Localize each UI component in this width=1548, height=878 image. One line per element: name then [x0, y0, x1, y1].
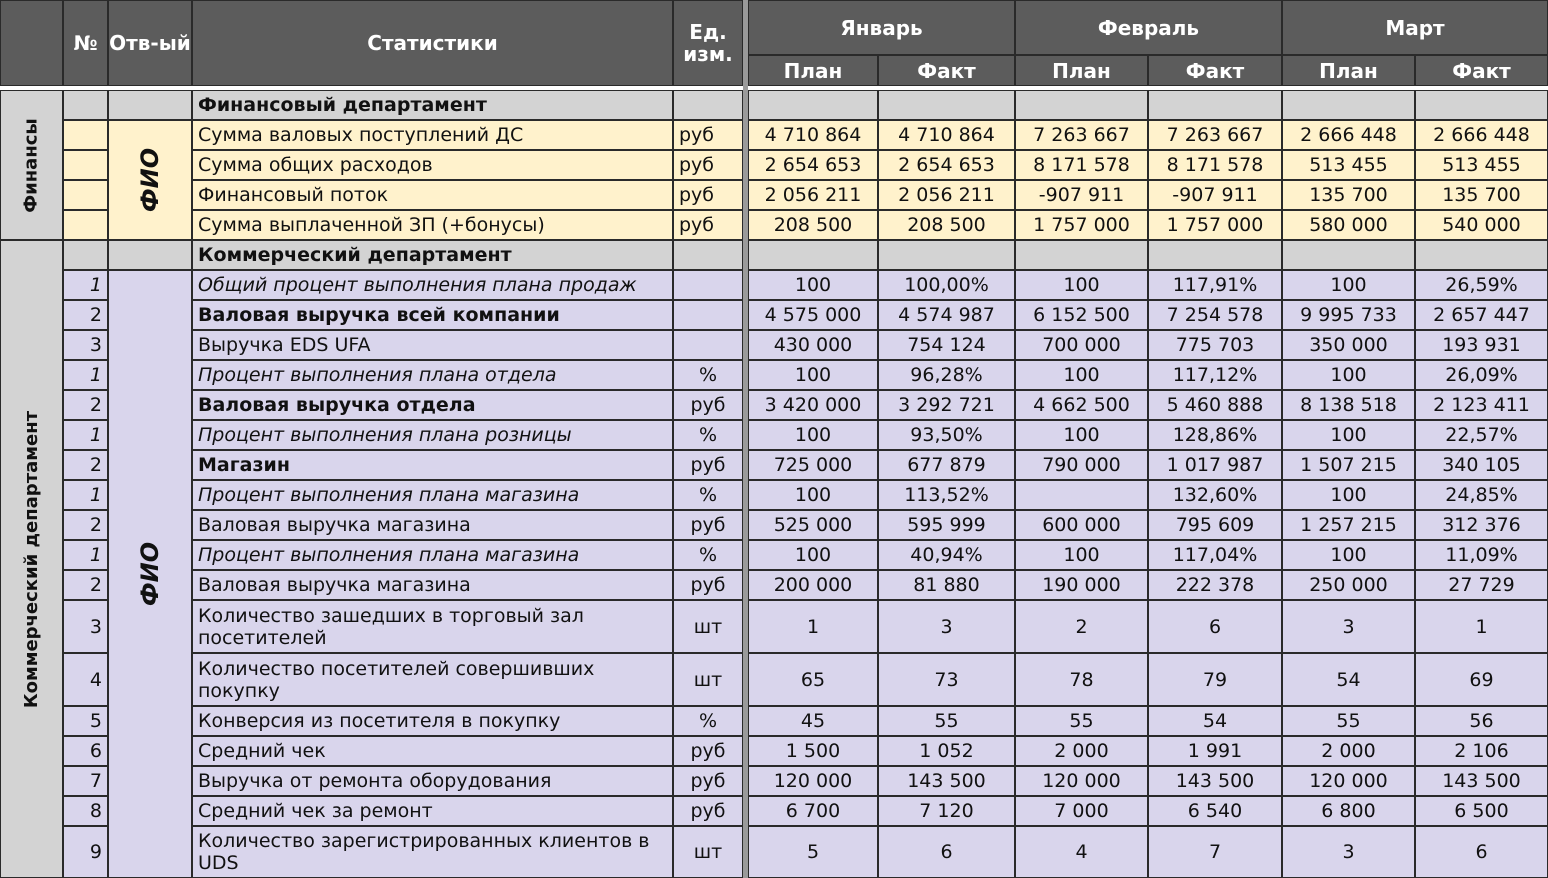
row-unit: % [673, 480, 743, 510]
header-fact: Факт [1415, 55, 1548, 86]
header-fact: Факт [878, 55, 1015, 86]
row-value: 1 [1415, 600, 1548, 653]
row-value: 513 455 [1282, 150, 1415, 180]
row-value: 3 420 000 [748, 390, 878, 420]
row-stat-name: Выручка EDS UFA [192, 330, 673, 360]
row-value: 2 123 411 [1415, 390, 1548, 420]
finance-band-value [1015, 90, 1148, 120]
row-unit: руб [673, 570, 743, 600]
row-value: 8 138 518 [1282, 390, 1415, 420]
commercial-band-value [1282, 240, 1415, 270]
row-value: 93,50% [878, 420, 1015, 450]
row-value: 193 931 [1415, 330, 1548, 360]
row-value [1015, 480, 1148, 510]
row-stat-name: Количество зашедших в торговый зал посетителей [192, 600, 673, 653]
row-number: 6 [63, 736, 108, 766]
finance-band-value [1148, 90, 1282, 120]
row-value: 45 [748, 706, 878, 736]
row-value: 5 460 888 [1148, 390, 1282, 420]
row-value: 100 [1282, 360, 1415, 390]
row-value: 3 [1282, 826, 1415, 878]
row-value: 4 574 987 [878, 300, 1015, 330]
row-unit: руб [673, 390, 743, 420]
row-value: 208 500 [748, 210, 878, 240]
row-value: 8 171 578 [1148, 150, 1282, 180]
row-value: 55 [1282, 706, 1415, 736]
row-number: 2 [63, 300, 108, 330]
header-plan: План [748, 55, 878, 86]
row-value: 6 152 500 [1015, 300, 1148, 330]
row-number [63, 120, 108, 150]
row-value: 81 880 [878, 570, 1015, 600]
row-value: 3 [1282, 600, 1415, 653]
commercial-owner-text: ФИО [135, 541, 164, 607]
header-month-1: Февраль [1015, 0, 1282, 55]
row-value: 2 666 448 [1282, 120, 1415, 150]
row-value: 100 [1015, 270, 1148, 300]
row-stat-name: Количество посетителей совершивших покупку [192, 653, 673, 706]
row-number: 8 [63, 796, 108, 826]
row-value: 6 500 [1415, 796, 1548, 826]
row-unit: руб [673, 796, 743, 826]
row-value: 54 [1282, 653, 1415, 706]
row-value: 117,12% [1148, 360, 1282, 390]
row-value: 143 500 [1148, 766, 1282, 796]
row-value: 113,52% [878, 480, 1015, 510]
header-owner: Отв-ый [108, 0, 192, 86]
finance-band-unit [673, 90, 743, 120]
finance-owner-text: ФИО [135, 147, 164, 213]
row-value: 55 [1015, 706, 1148, 736]
row-value: 100,00% [878, 270, 1015, 300]
row-value: 754 124 [878, 330, 1015, 360]
row-value: 100 [748, 360, 878, 390]
row-unit: руб [673, 210, 743, 240]
row-value: 120 000 [1015, 766, 1148, 796]
row-value: 128,86% [1148, 420, 1282, 450]
row-value: 2 056 211 [748, 180, 878, 210]
row-value: 3 292 721 [878, 390, 1015, 420]
row-stat-name: Сумма выплаченной ЗП (+бонусы) [192, 210, 673, 240]
header-plan: План [1282, 55, 1415, 86]
row-value: 775 703 [1148, 330, 1282, 360]
row-value: 6 700 [748, 796, 878, 826]
row-value: 7 000 [1015, 796, 1148, 826]
row-number [63, 180, 108, 210]
row-value: 132,60% [1148, 480, 1282, 510]
finance-band-owner [108, 90, 192, 120]
row-value: 595 999 [878, 510, 1015, 540]
row-value: 4 575 000 [748, 300, 878, 330]
commercial-band-owner [108, 240, 192, 270]
row-unit [673, 300, 743, 330]
row-value: 96,28% [878, 360, 1015, 390]
row-unit [673, 330, 743, 360]
row-value: 4 710 864 [748, 120, 878, 150]
row-stat-name: Валовая выручка всей компании [192, 300, 673, 330]
row-value: 100 [1282, 480, 1415, 510]
row-number: 2 [63, 390, 108, 420]
row-stat-name: Валовая выручка магазина [192, 570, 673, 600]
commercial-band-value [748, 240, 878, 270]
row-value: 117,91% [1148, 270, 1282, 300]
row-value: 100 [748, 540, 878, 570]
row-stat-name: Процент выполнения плана магазина [192, 540, 673, 570]
row-value: 600 000 [1015, 510, 1148, 540]
row-number [63, 150, 108, 180]
row-value: 677 879 [878, 450, 1015, 480]
row-unit: руб [673, 766, 743, 796]
row-value: 9 995 733 [1282, 300, 1415, 330]
row-value: 79 [1148, 653, 1282, 706]
row-number: 2 [63, 570, 108, 600]
finance-band-value [878, 90, 1015, 120]
commercial-section-title: Коммерческий департамент [192, 240, 673, 270]
row-stat-name: Сумма валовых поступлений ДС [192, 120, 673, 150]
commercial-band-value [1148, 240, 1282, 270]
row-value: 100 [748, 420, 878, 450]
row-unit: руб [673, 150, 743, 180]
row-value: 190 000 [1015, 570, 1148, 600]
header-stats: Статистики [192, 0, 673, 86]
row-unit: шт [673, 653, 743, 706]
row-value: 8 171 578 [1015, 150, 1148, 180]
row-value: 1 500 [748, 736, 878, 766]
row-unit: руб [673, 180, 743, 210]
header-month-0: Январь [748, 0, 1015, 55]
row-stat-name: Валовая выручка отдела [192, 390, 673, 420]
row-unit: % [673, 420, 743, 450]
row-value: 100 [1015, 540, 1148, 570]
row-value: 135 700 [1415, 180, 1548, 210]
row-value: -907 911 [1148, 180, 1282, 210]
row-value: 120 000 [748, 766, 878, 796]
row-value: 2 654 653 [878, 150, 1015, 180]
row-unit: шт [673, 600, 743, 653]
row-value: 340 105 [1415, 450, 1548, 480]
row-value: 40,94% [878, 540, 1015, 570]
commercial-band-value [1015, 240, 1148, 270]
row-number: 7 [63, 766, 108, 796]
finance-band-value [748, 90, 878, 120]
row-value: 222 378 [1148, 570, 1282, 600]
commercial-band-value [878, 240, 1015, 270]
row-value: 7 [1148, 826, 1282, 878]
row-value: 26,09% [1415, 360, 1548, 390]
row-value: 120 000 [1282, 766, 1415, 796]
row-stat-name: Конверсия из посетителя в покупку [192, 706, 673, 736]
row-value: 2 654 653 [748, 150, 878, 180]
row-value: 1 991 [1148, 736, 1282, 766]
row-value: 27 729 [1415, 570, 1548, 600]
row-number: 2 [63, 510, 108, 540]
row-value: 26,59% [1415, 270, 1548, 300]
row-number: 3 [63, 600, 108, 653]
row-value: 208 500 [878, 210, 1015, 240]
row-value: 2 657 447 [1415, 300, 1548, 330]
commercial-owner [108, 270, 192, 878]
finance-section-title: Финансовый департамент [192, 90, 673, 120]
row-value: 100 [748, 480, 878, 510]
row-value: 790 000 [1015, 450, 1148, 480]
row-value: 580 000 [1282, 210, 1415, 240]
row-value: 725 000 [748, 450, 878, 480]
row-number: 9 [63, 826, 108, 878]
row-value: 1 757 000 [1015, 210, 1148, 240]
row-value: -907 911 [1015, 180, 1148, 210]
row-stat-name: Валовая выручка магазина [192, 510, 673, 540]
row-stat-name: Процент выполнения плана розницы [192, 420, 673, 450]
row-value: 6 [1415, 826, 1548, 878]
row-value: 3 [878, 600, 1015, 653]
commercial-band-num [63, 240, 108, 270]
row-unit: руб [673, 120, 743, 150]
row-value: 6 800 [1282, 796, 1415, 826]
row-value: 795 609 [1148, 510, 1282, 540]
row-value: 55 [878, 706, 1015, 736]
row-value: 1 017 987 [1148, 450, 1282, 480]
row-value: 143 500 [878, 766, 1015, 796]
row-unit: % [673, 540, 743, 570]
row-stat-name: Финансовый поток [192, 180, 673, 210]
row-value: 1 052 [878, 736, 1015, 766]
row-value: 6 [878, 826, 1015, 878]
finance-side-label-text: Финансы [21, 117, 42, 213]
row-value: 700 000 [1015, 330, 1148, 360]
row-value: 1 [748, 600, 878, 653]
row-value: 117,04% [1148, 540, 1282, 570]
header-unit: Ед. изм. [673, 0, 743, 86]
row-unit: % [673, 360, 743, 390]
row-value: 430 000 [748, 330, 878, 360]
row-value: 100 [1282, 270, 1415, 300]
row-stat-name: Магазин [192, 450, 673, 480]
row-value: 24,85% [1415, 480, 1548, 510]
row-stat-name: Выручка от ремонта оборудования [192, 766, 673, 796]
row-value: 7 263 667 [1015, 120, 1148, 150]
commercial-side-label-text: Коммерческий департамент [21, 410, 42, 708]
row-value: 7 120 [878, 796, 1015, 826]
row-value: 100 [748, 270, 878, 300]
header-plan: План [1015, 55, 1148, 86]
row-value: 143 500 [1415, 766, 1548, 796]
row-stat-name: Общий процент выполнения плана продаж [192, 270, 673, 300]
row-unit [673, 270, 743, 300]
row-value: 100 [1015, 360, 1148, 390]
row-stat-name: Процент выполнения плана отдела [192, 360, 673, 390]
row-value: 200 000 [748, 570, 878, 600]
row-value: 1 507 215 [1282, 450, 1415, 480]
row-value: 540 000 [1415, 210, 1548, 240]
row-value: 513 455 [1415, 150, 1548, 180]
row-value: 135 700 [1282, 180, 1415, 210]
row-unit: % [673, 706, 743, 736]
row-unit: руб [673, 510, 743, 540]
row-number: 1 [63, 360, 108, 390]
row-stat-name: Средний чек за ремонт [192, 796, 673, 826]
row-value: 78 [1015, 653, 1148, 706]
row-value: 350 000 [1282, 330, 1415, 360]
finance-band-value [1415, 90, 1548, 120]
row-value: 69 [1415, 653, 1548, 706]
row-number: 1 [63, 270, 108, 300]
row-stat-name: Процент выполнения плана магазина [192, 480, 673, 510]
row-number [63, 210, 108, 240]
commercial-side-label [0, 240, 63, 878]
row-stat-name: Сумма общих расходов [192, 150, 673, 180]
finance-band-value [1282, 90, 1415, 120]
row-value: 6 [1148, 600, 1282, 653]
row-value: 2 056 211 [878, 180, 1015, 210]
row-unit: шт [673, 826, 743, 878]
row-value: 73 [878, 653, 1015, 706]
row-value: 6 540 [1148, 796, 1282, 826]
row-value: 525 000 [748, 510, 878, 540]
row-value: 22,57% [1415, 420, 1548, 450]
row-number: 1 [63, 480, 108, 510]
row-value: 2 000 [1015, 736, 1148, 766]
row-value: 1 757 000 [1148, 210, 1282, 240]
row-value: 2 000 [1282, 736, 1415, 766]
row-value: 65 [748, 653, 878, 706]
row-value: 1 257 215 [1282, 510, 1415, 540]
row-value: 2 666 448 [1415, 120, 1548, 150]
row-number: 1 [63, 420, 108, 450]
finance-side-label [0, 90, 63, 240]
finance-owner [108, 120, 192, 240]
row-value: 100 [1282, 420, 1415, 450]
row-unit: руб [673, 736, 743, 766]
row-value: 5 [748, 826, 878, 878]
row-unit: руб [673, 450, 743, 480]
row-number: 2 [63, 450, 108, 480]
row-value: 7 254 578 [1148, 300, 1282, 330]
row-number: 5 [63, 706, 108, 736]
header-fact: Факт [1148, 55, 1282, 86]
row-stat-name: Средний чек [192, 736, 673, 766]
row-value: 4 662 500 [1015, 390, 1148, 420]
row-value: 100 [1282, 540, 1415, 570]
header-month-2: Март [1282, 0, 1548, 55]
row-number: 3 [63, 330, 108, 360]
row-number: 4 [63, 653, 108, 706]
row-value: 54 [1148, 706, 1282, 736]
row-value: 2 106 [1415, 736, 1548, 766]
row-value: 4 [1015, 826, 1148, 878]
row-value: 250 000 [1282, 570, 1415, 600]
row-value: 11,09% [1415, 540, 1548, 570]
row-number: 1 [63, 540, 108, 570]
commercial-band-unit [673, 240, 743, 270]
finance-band-num [63, 90, 108, 120]
header-num: № [63, 0, 108, 86]
commercial-band-value [1415, 240, 1548, 270]
header-corner [0, 0, 63, 86]
row-value: 100 [1015, 420, 1148, 450]
row-stat-name: Количество зарегистрированных клиентов в UDS [192, 826, 673, 878]
row-value: 2 [1015, 600, 1148, 653]
row-value: 312 376 [1415, 510, 1548, 540]
row-value: 4 710 864 [878, 120, 1015, 150]
row-value: 56 [1415, 706, 1548, 736]
row-value: 7 263 667 [1148, 120, 1282, 150]
